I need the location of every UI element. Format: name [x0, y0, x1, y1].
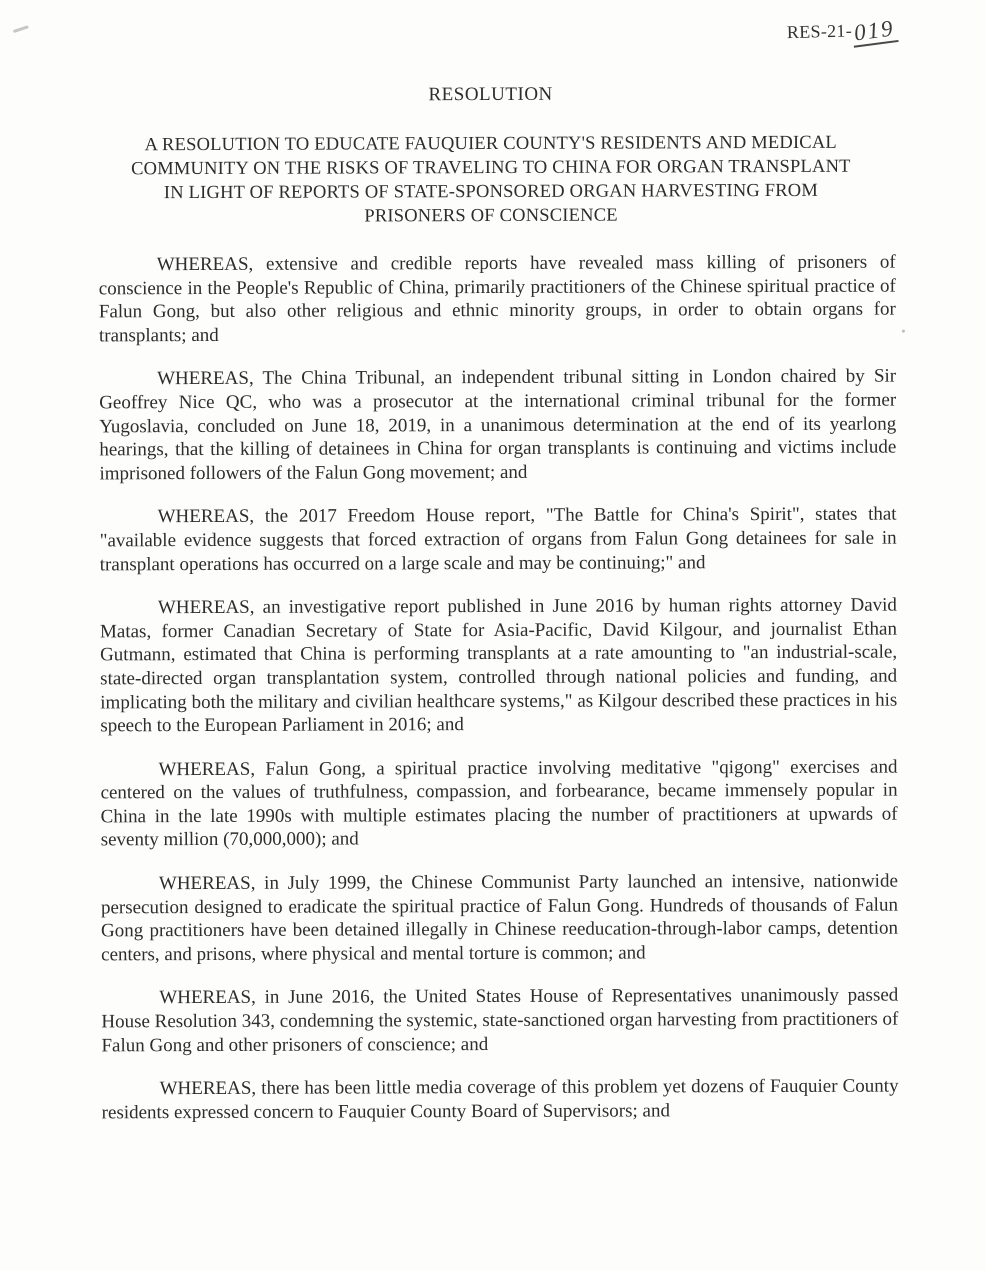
- subtitle-line-2: COMMUNITY ON THE RISKS OF TRAVELING TO CHINA FOR ORGAN TRANSPLANT: [131, 156, 851, 180]
- doc-ref-number-handwritten: 019: [851, 16, 898, 48]
- paragraph-whereas-5: WHEREAS, Falun Gong, a spiritual practice involving meditative "qigong" exercises and centered on the values of truthfulness, compassion, and forbearance, became immensely popular in China in the late 1990s with multiple estimates placing the number of practitioners at upwards of seventy million (70,000,000); and: [100, 756, 898, 851]
- subtitle-line-4: PRISONERS OF CONSCIENCE: [364, 205, 618, 227]
- paragraph-whereas-7: WHEREAS, in June 2016, the United States House of Representatives unanimously passed House Resolution 343, condemning the systemic, state-sanctioned organ harvesting from practitioners of Falun Gong and other prisoners of conscience; and: [101, 985, 899, 1056]
- doc-title: RESOLUTION: [428, 83, 553, 106]
- paragraph-whereas-8: WHEREAS, there has been little media coverage of this problem yet dozens of Fauquier County residents expressed concern to Fauquier County Board of Supervisors; and: [101, 1075, 899, 1124]
- paragraph-whereas-3: WHEREAS, the 2017 Freedom House report, "The Battle for China's Spirit", states that "available evidence suggests that forced extraction of organs from Falun Gong detainees for sale in transplant operations has occurred on a large scale and may be continuing;" and: [99, 503, 897, 575]
- subtitle-line-3: IN LIGHT OF REPORTS OF STATE-SPONSORED ORGAN HARVESTING FROM: [163, 180, 819, 204]
- paragraph-whereas-2: WHEREAS, The China Tribunal, an independent tribunal sitting in London chaired by Sir Geoffrey Nice QC, who was a prosecutor at the international criminal tribunal for the former Yugoslavia, concluded on June 18, 2019, in a unanimous determination at the end of its yearlong hearings, that the killing of detainees in China for organ transplants is continuing and victims include imprisoned followers of the Falun Gong movement; and: [99, 365, 897, 485]
- paragraph-whereas-6: WHEREAS, in July 1999, the Chinese Communist Party launched an intensive, nationwide persecution designed to eradicate the spiritual practice of Falun Gong. Hundreds of thousands of Falun Gong practitioners have been detained illegally in Chinese reeducation-through-labor camps, detention centers, and prisons, where physical and mental torture is common; and: [100, 870, 899, 966]
- doc-ref: [787, 16, 897, 45]
- doc-ref-prefix: RES-21-: [787, 20, 853, 43]
- doc-subtitle: [0, 130, 984, 229]
- scan-artifact-speck: [902, 330, 905, 333]
- paragraph-whereas-1: WHEREAS, extensive and credible reports have revealed mass killing of prisoners of conscience in the People's Republic of China, primarily practitioners of the Chinese spiritual practice of Falun Gong, but also other religious and ethnic minority groups, in order to obtain organs for transplants; and: [98, 251, 896, 347]
- paragraph-whereas-4: WHEREAS, an investigative report published in June 2016 by human rights attorney David Matas, former Canadian Secretary of State for Asia-Pacific, David Kilgour, and journalist Ethan Gutmann, estimated that China is performing transplants at a rate amounting to "an industrial-scale, state-directed organ transplantation system, controlled through national policies and funding, and implicating both the military and civilian healthcare systems," as Kilgour described these practices in his speech to the European Parliament in 2016; and: [99, 594, 898, 737]
- subtitle-line-1: A RESOLUTION TO EDUCATE FAUQUIER COUNTY'S RESIDENTS AND MEDICAL: [144, 132, 837, 156]
- doc-body: [99, 251, 899, 1125]
